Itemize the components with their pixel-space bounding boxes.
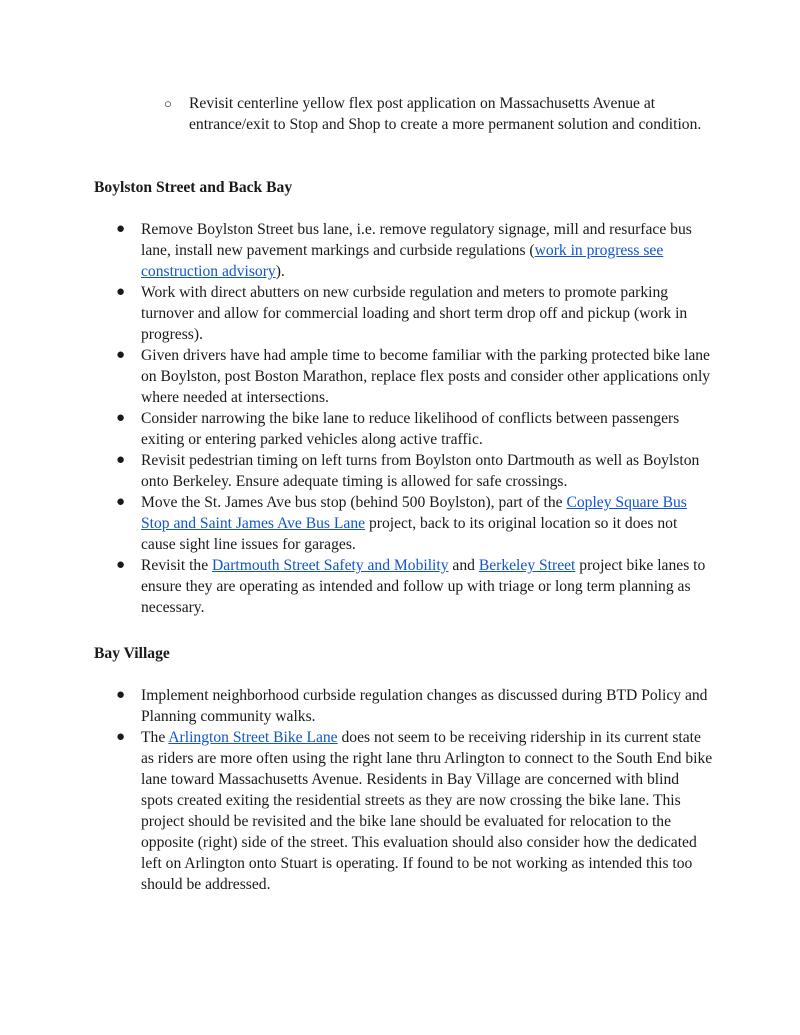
dartmouth-street-link[interactable]: Dartmouth Street Safety and Mobility (212, 557, 449, 574)
bullet-icon: ● (116, 221, 126, 237)
copley-square-bus-link[interactable]: Copley Square Bus Stop and Saint James Ave Bus Lane (141, 494, 687, 532)
bullet-icon: ● (116, 729, 126, 745)
bullet-icon: ● (116, 494, 126, 510)
section-heading-boylston: Boylston Street and Back Bay (94, 179, 293, 196)
list-item: ● Remove Boylston Street bus lane, i.e. remove regulatory signage, mill and resurface bus lane, install new pavement markings and curbside regulations (work in progress see construction advisory). (116, 221, 692, 280)
bay-village-list (94, 685, 714, 895)
list-item: ● Revisit the Dartmouth Street Safety and Mobility and Berkeley Street project bike lanes to ensure they are operating as intended and follow up with triage or long term planning as necessary. (116, 557, 706, 616)
list-item: ● Consider narrowing the bike lane to reduce likelihood of conflicts between passengers exiting or entering parked vehicles along active traffic. (116, 410, 680, 448)
bullet-icon: ● (116, 284, 126, 300)
list-item: ● Revisit pedestrian timing on left turns from Boylston onto Dartmouth as well as Boylston onto Berkeley. Ensure adequate timing is allowed for safe crossings. (116, 452, 700, 490)
list-item: ● Given drivers have had ample time to become familiar with the parking protected bike lane on Boylston, post Boston Marathon, replace flex posts and consider other applications only where needed at intersections. (116, 347, 711, 406)
section-heading-bay-village: Bay Village (94, 645, 170, 662)
boylston-list (94, 219, 714, 618)
bullet-icon: ● (116, 452, 126, 468)
arlington-street-bike-lane-link[interactable]: Arlington Street Bike Lane (168, 729, 338, 746)
bullet-icon: ● (116, 410, 126, 426)
list-item: ● Implement neighborhood curbside regulation changes as discussed during BTD Policy and Planning community walks. (116, 687, 708, 725)
bullet-icon: ● (116, 557, 126, 573)
list-item: ● Work with direct abutters on new curbside regulation and meters to promote parking turnover and allow for commercial loading and short term drop off and pickup (work in progress). (116, 284, 688, 343)
intro-subbullet (164, 93, 729, 135)
bullet-icon: ● (116, 687, 126, 703)
hollow-bullet-icon: ○ (164, 96, 172, 111)
subbullet-text: Revisit centerline yellow flex post application on Massachusetts Avenue at entrance/exit to Stop and Shop to create a more permanent solution and condition. (189, 95, 702, 133)
list-item: ● The Arlington Street Bike Lane does not seem to be receiving ridership in its current state as riders are more often using the right lane thru Arlington to connect to the South End bike lane toward Massachusetts Avenue. Residents in Bay Village are concerned with blind spots created exiting the residential streets as they are now crossing the bike lane. This project should be revisited and the bike lane should be evaluated for relocation to the opposite (right) side of the street. This evaluation should also consider how the dedicated left on Arlington onto Stuart is operating. If found to be not working as intended this too should be addressed. (116, 729, 713, 893)
list-item: ● Move the St. James Ave bus stop (behind 500 Boylston), part of the Copley Square Bus Stop and Saint James Ave Bus Lane project, back to its original location so it does not cause sight line issues for garages. (116, 494, 687, 553)
bullet-icon: ● (116, 347, 126, 363)
berkeley-street-link[interactable]: Berkeley Street (478, 557, 576, 574)
construction-advisory-link[interactable]: work in progress see construction advisory (141, 242, 664, 280)
